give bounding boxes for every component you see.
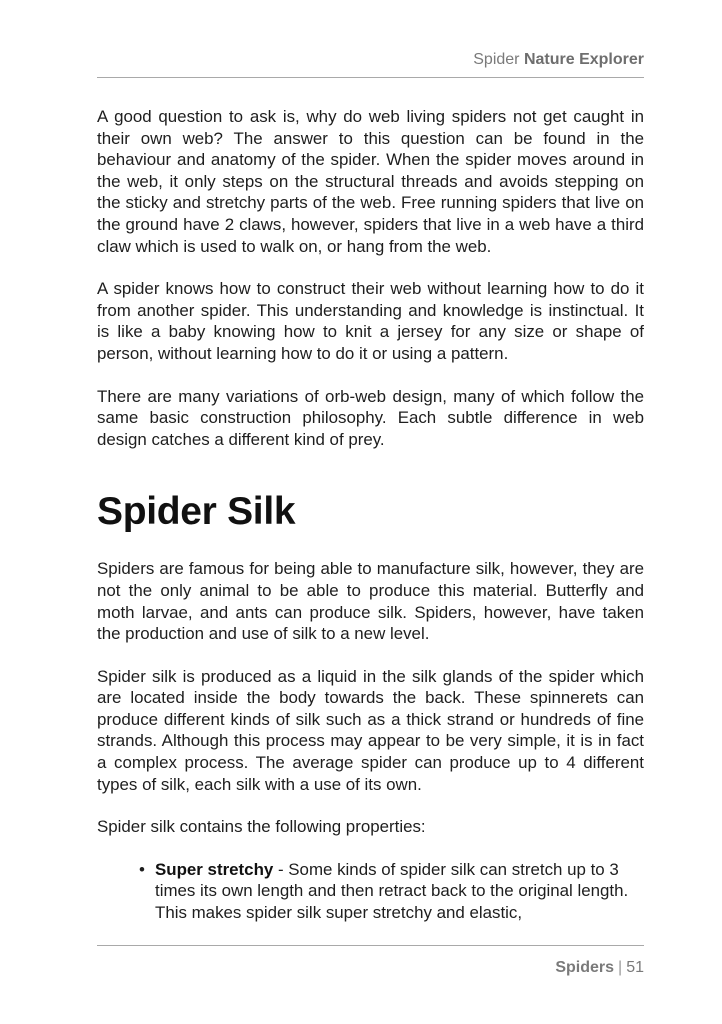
page-number: 51 [626, 959, 644, 976]
section-paragraph-2: Spider silk is produced as a liquid in the silk glands of the spider which are located inside the body towards the back. These spinnerets can produce different kinds of silk such as a thick strand or hundreds of fine strands. Although this process may appear to be very simple, it is in fact a complex process. The average spider can produce up to 4 different types of silk, each silk with a use of its own. [97, 666, 644, 794]
running-header [97, 50, 644, 70]
intro-paragraph-1: A good question to ask is, why do web living spiders not get caught in their own web? The answer to this question can be found in the behaviour and anatomy of the spider. When the spider moves around in the web, it only steps on the structural threads and avoids stepping on the sticky and stretchy parts of the web. Free running spiders that live on the ground have 2 claws, however, spiders that live in a web have a third claw which is used to walk on, or hang from the web. [97, 107, 644, 256]
page-footer [555, 958, 644, 978]
section-paragraph-3: Spider silk contains the following properties: [97, 817, 426, 837]
footer-separator: | [618, 959, 623, 976]
header-book-prefix: Spider [473, 51, 520, 68]
intro-paragraph-3: There are many variations of orb-web design, many of which follow the same basic construction philosophy. Each subtle difference in web design catches a different kind of prey. [97, 386, 644, 449]
page-body [97, 106, 644, 924]
intro-paragraph-2: A spider knows how to construct their web without learning how to do it from another spider. This understanding and knowledge is instinctual. It is like a baby knowing how to knit a jersey for any size or shape of person, without learning how to do it or using a pattern. [97, 279, 644, 363]
header-book-suffix: Nature Explorer [523, 51, 644, 68]
footer-section-name: Spiders [555, 959, 615, 976]
list-item-text: - Some kinds of spider silk can stretch up to 3 times its own length and then retract back to the original length. This makes spider silk super stretchy and elastic, [155, 859, 629, 923]
list-item-term: Super stretchy [155, 859, 274, 879]
list-item [97, 859, 644, 924]
header-divider [97, 77, 644, 78]
bullet-icon: • [139, 859, 145, 879]
footer-divider [97, 945, 644, 946]
section-title: Spider Silk [97, 490, 296, 534]
section-paragraph-1: Spiders are famous for being able to manufacture silk, however, they are not the only animal to be able to produce this material. Butterfly and moth larvae, and ants can produce silk. Spiders, however, have taken the production and use of silk to a new level. [97, 559, 644, 644]
properties-list [97, 859, 644, 924]
